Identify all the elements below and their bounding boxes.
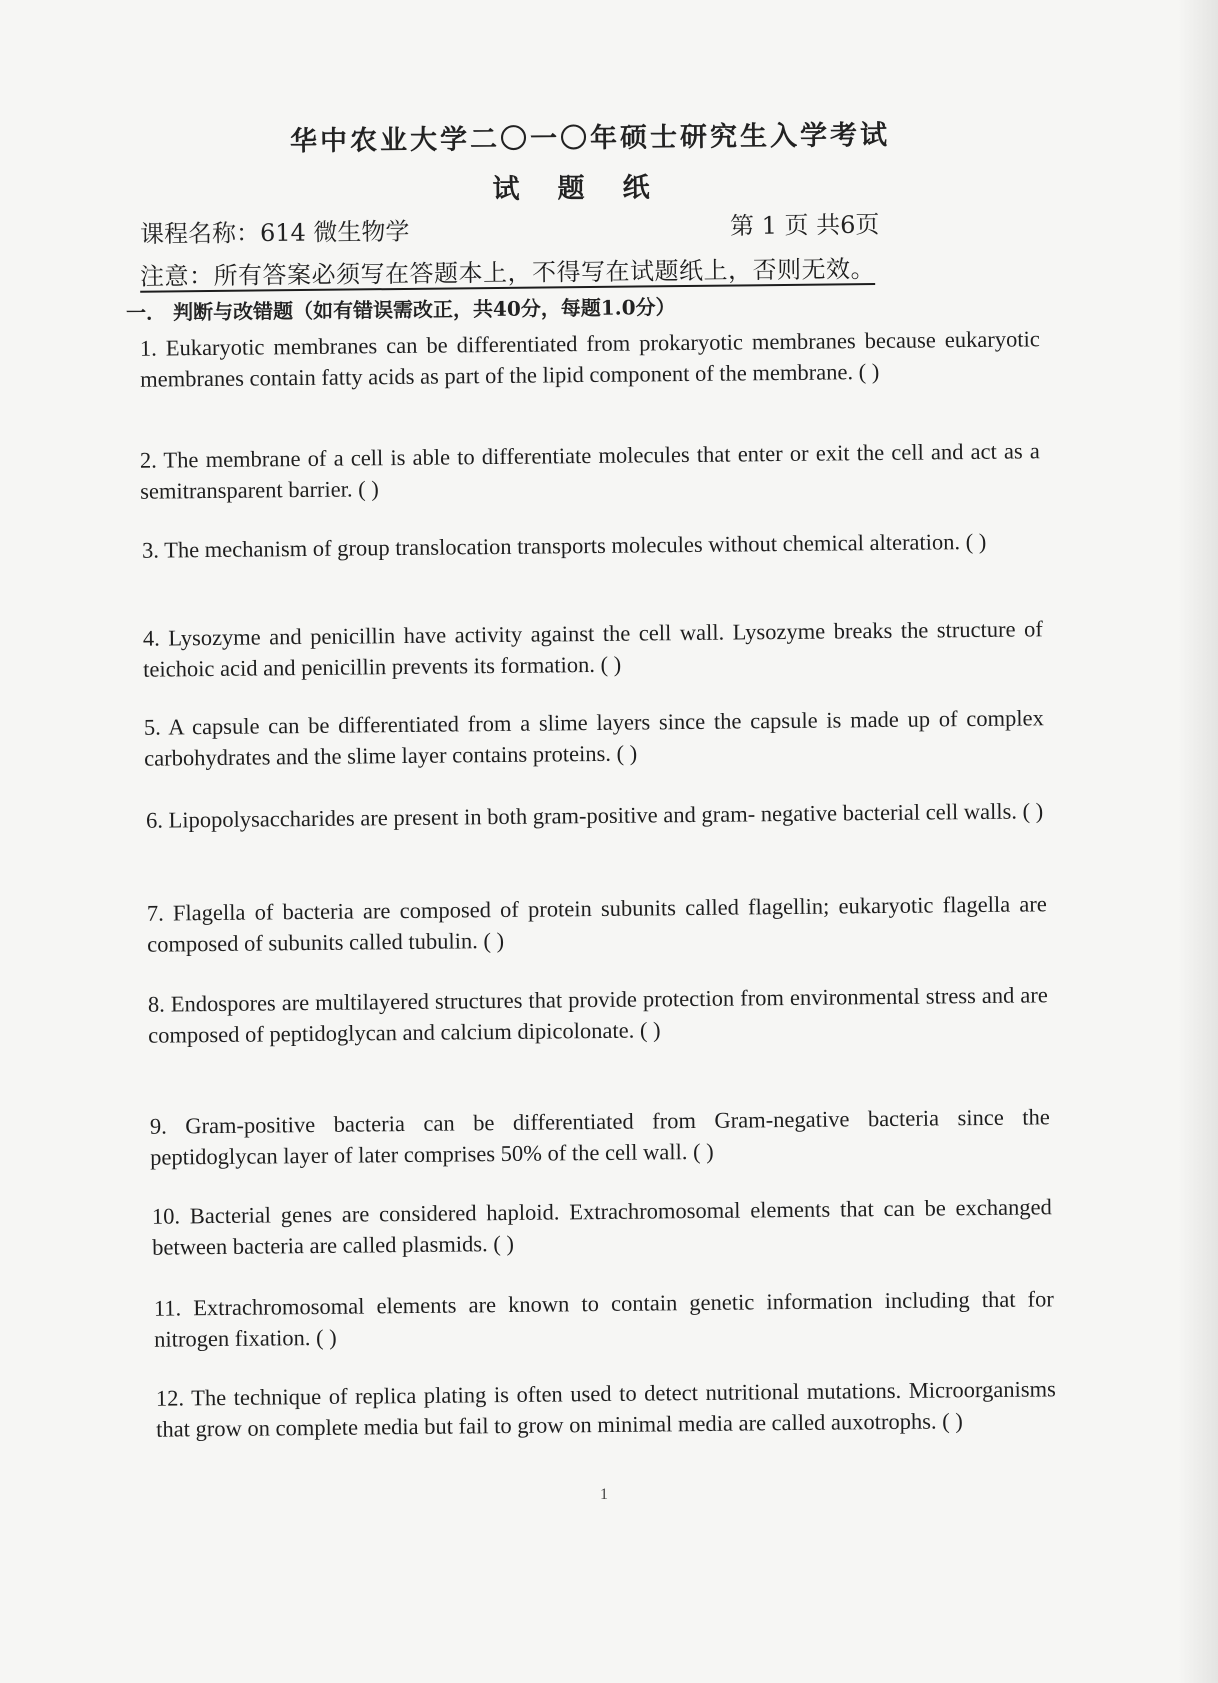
exam-subtitle: 试题纸 xyxy=(492,171,688,206)
question-item: 5. A capsule can be differentiated from a slime layers since the capsule is made up of complex carbohydrates and the slime layer contains proteins. ( ) xyxy=(143,705,1044,771)
page-info: 第 1 页 共6页 xyxy=(729,210,880,241)
question-item: 11. Extrachromosomal elements are known to contain genetic information including that for nitrogen fixation. ( ) xyxy=(153,1286,1054,1352)
page-number: 1 xyxy=(600,1486,608,1503)
question-item: 10. Bacterial genes are considered haploid. Extrachromosomal elements that can be exchanged between bacteria are called plasmids. ( ) xyxy=(151,1194,1052,1260)
scan-shadow xyxy=(1178,0,1218,1683)
question-item: 9. Gram-positive bacteria can be differentiated from Gram-negative bacteria since the peptidoglycan layer of later comprises 50% of the cell wall. ( ) xyxy=(149,1104,1050,1170)
section-heading: 一． 判断与改错题（如有错误需改正，共40分，每题1.0分） xyxy=(125,294,676,325)
course-name: 课程名称：614 微生物学 xyxy=(139,217,410,249)
question-item: 8. Endospores are multilayered structures that provide protection from environmental stress and are composed of peptidoglycan and calcium dipicolonate. ( ) xyxy=(147,982,1048,1048)
notice: 注意：所有答案必须写在答题本上，不得写在试题纸上，否则无效。 xyxy=(139,255,876,291)
question-item: 2. The membrane of a cell is able to differentiate molecules that enter or exit the cell and act as a semitransparent barrier. ( ) xyxy=(139,438,1040,504)
question-item: 3. The mechanism of group translocation transports molecules without chemical alteration. ( ) xyxy=(141,528,987,563)
question-item: 7. Flagella of bacteria are composed of protein subunits called flagellin; eukaryotic flagella are composed of subunits called tubulin. ( ) xyxy=(146,891,1047,957)
question-item: 1. Eukaryotic membranes can be differentiated from prokaryotic membranes because eukaryotic membranes contain fatty acids as part of the lipid component of the membrane. ( ) xyxy=(139,326,1040,392)
question-item: 4. Lysozyme and penicillin have activity against the cell wall. Lysozyme breaks the structure of teichoic acid and penicillin prevents its formation. ( ) xyxy=(142,616,1043,682)
course-line xyxy=(140,206,960,251)
exam-title: 华中农业大学二〇一〇年硕士研究生入学考试 xyxy=(289,119,891,158)
question-item: 6. Lipopolysaccharides are present in both gram-positive and gram- negative bacterial cell walls. ( ) xyxy=(145,798,1044,833)
question-item: 12. The technique of replica plating is often used to detect nutritional mutations. Microorganisms that grow on complete media but fail to grow on minimal media are called auxotrophs. ( ) xyxy=(155,1376,1056,1442)
